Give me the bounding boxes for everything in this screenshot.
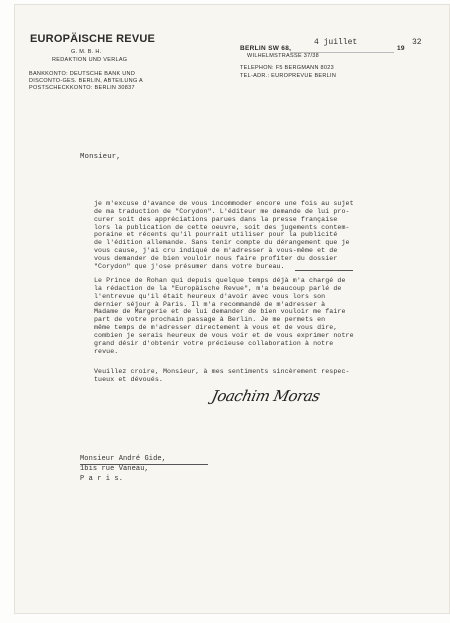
- bank-line: POSTSCHECKKONTO: BERLIN 30837: [29, 85, 135, 91]
- salutation: Monsieur,: [80, 153, 121, 161]
- year-prefix: 19: [397, 45, 405, 52]
- handwritten-signature: Joachim Moras: [210, 387, 322, 405]
- letter-year: 32: [412, 38, 422, 47]
- company-division: REDAKTION UND VERLAG: [52, 57, 128, 63]
- underline: [295, 270, 353, 271]
- letterhead-telephone: TELEPHON: F5 BERGMANN 8023: [240, 65, 334, 71]
- bank-line: DISCONTO-GES. BERLIN, ABTEILUNG A: [29, 78, 144, 84]
- body-paragraph: Le Prince de Rohan qui depuis quelque temps déjà m'a chargé de la rédaction de la "Europäische Revue", m'a beaucoup parlé de l'entrevue qu'il était heureux d'avoir avec vous lors son dernier séjour à Paris. Il m'a recommandé de m'adresser à Madame de Margerie et de lui demander de bien vouloir me faire part de votre prochain passage à Berlin. Je me permets en même temps de m'adresser directement à vous et de vous dire, combien je serais heureux de vous voir et de vous exprimer notre grand désir d'obtenir votre précieuse collaboration à notre revue.: [94, 276, 354, 355]
- letterhead-telegram: TEL-ADR.: EUROPREVUE BERLIN: [240, 73, 337, 79]
- letter-date: 4 juillet: [314, 38, 358, 47]
- letterhead-street: WILHELMSTRASSE 37/38: [247, 53, 320, 59]
- letter-sheet: [14, 4, 450, 614]
- company-form: G. M. B. H.: [71, 49, 102, 55]
- closing-paragraph: Veuillez croire, Monsieur, à mes sentiments sincèrement respec- tueux et dévoués.: [94, 367, 350, 383]
- recipient-address: Monsieur André Gide, 1bis rue Vaneau, P a r i s.: [80, 455, 167, 483]
- letterhead-city: BERLIN SW 68,: [240, 45, 292, 52]
- address-underline: [80, 464, 208, 465]
- company-name: EUROPÄISCHE REVUE: [30, 33, 156, 45]
- body-paragraph: je m'excuse d'avance de vous incommoder encore une fois au sujet de ma traduction de "Corydon". L'éditeur me demande de lui pro- curer soit des appréciations parues dans la presse française lors la publication de cette oeuvre, soit des jugements contem- poraine et récents qu'il pourrait utiliser pour la publicité de l'édition allemande. Sans tenir compte du dérangement que je vous cause, j'ai cru indiqué de m'adresser à vous-même et de vous demander de bien vouloir nous faire profiter du dossier "Corydon" que j'ose présumer dans votre bureau.: [94, 199, 354, 271]
- bank-line: BANKKONTO: DEUTSCHE BANK UND: [29, 71, 136, 77]
